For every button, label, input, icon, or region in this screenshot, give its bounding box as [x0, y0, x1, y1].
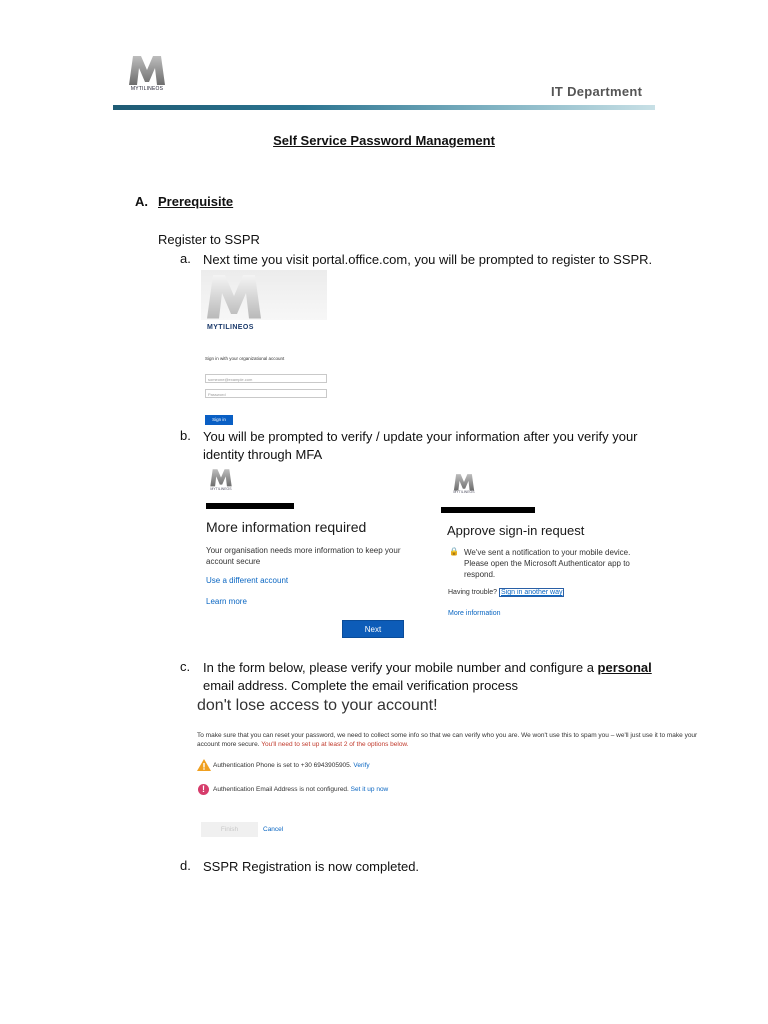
signin-screenshot	[201, 270, 331, 428]
signin-email-input[interactable]: someone@example.com	[205, 374, 327, 383]
more-information-link[interactable]: More information	[448, 610, 501, 617]
step-d-text: SSPR Registration is now completed.	[203, 859, 420, 874]
signin-logo-icon	[203, 272, 265, 320]
signin-brand-name: MYTILINEOS	[207, 324, 254, 331]
approve-heading: Approve sign-in request	[447, 523, 585, 538]
step-c-marker: c.	[180, 659, 191, 674]
next-button[interactable]: Next	[342, 620, 404, 638]
phone-status-text: Authentication Phone is set to +30 6943905905.	[213, 762, 352, 769]
step-a-marker: a.	[180, 251, 191, 266]
trouble-text: Having trouble?	[448, 589, 498, 596]
sspr-requirement: You'll need to set up at least 2 of the options below.	[261, 741, 409, 748]
phone-row	[213, 762, 370, 769]
sspr-heading: don't lose access to your account!	[197, 697, 438, 714]
document-title: Self Service Password Management	[273, 133, 495, 148]
learn-more-link[interactable]: Learn more	[206, 597, 247, 606]
email-status-text: Authentication Email Address is not configured.	[213, 786, 349, 793]
section-intro: Register to SSPR	[158, 232, 260, 247]
section-letter: A.	[135, 194, 148, 209]
step-b-line1: You will be prompted to verify / update your information after you verify your	[203, 429, 638, 444]
signin-button[interactable]: Sign in	[205, 415, 233, 425]
warning-icon	[197, 758, 211, 770]
redaction-bar	[441, 507, 535, 513]
section-title: Prerequisite	[158, 194, 234, 209]
redaction-bar	[206, 503, 294, 509]
signin-brand-tile	[201, 270, 327, 320]
department-label: IT Department	[551, 84, 643, 99]
step-d-marker: d.	[180, 858, 191, 873]
email-row	[213, 786, 388, 793]
mfa-left-logo-caption: MYTILINEOS	[210, 487, 232, 491]
cancel-link[interactable]: Cancel	[263, 826, 284, 833]
logo-mark-icon	[127, 54, 167, 86]
error-icon: !	[198, 784, 209, 795]
step-b-line2: identity through MFA	[203, 447, 323, 462]
step-a-text: Next time you visit portal.office.com, you will be prompted to register to SSPR.	[203, 252, 653, 267]
mfa-right-logo-caption: MYTILINEOS	[453, 490, 475, 494]
step-c-line2: email address. Complete the email verification process	[203, 678, 519, 693]
approve-body: We've sent a notification to your mobile device. Please open the Microsoft Authenticator app to respond.	[464, 548, 631, 579]
step-b-marker: b.	[180, 428, 191, 443]
finish-button[interactable]: Finish	[201, 822, 258, 837]
trouble-row	[448, 589, 564, 596]
header-rule	[113, 105, 655, 110]
step-c-emphasis: personal	[597, 660, 652, 675]
mfa-left-heading: More information required	[206, 519, 367, 535]
mfa-left-logo	[208, 468, 234, 492]
mfa-left-body: Your organisation needs more information to keep your account secure	[206, 546, 401, 566]
set-up-email-link[interactable]: Set it up now	[350, 786, 389, 793]
company-logo	[127, 54, 167, 94]
sspr-body-text: To make sure that you can reset your password, we need to collect some info so that we can verify who you are. We won't use this to spam you – we'll just use it to make your account more secure.	[197, 732, 698, 748]
sspr-body	[197, 731, 717, 749]
mfa-right-logo-icon	[452, 473, 476, 491]
signin-password-input[interactable]: Password	[205, 389, 327, 398]
step-c-line1	[203, 659, 652, 677]
logo-caption: MYTILINEOS	[130, 86, 164, 92]
step-c-line1-text: In the form below, please verify your mobile number and configure a	[203, 660, 598, 675]
lock-icon: 🔒	[449, 547, 459, 556]
verify-phone-link[interactable]: Verify	[353, 762, 370, 769]
sign-in-another-way-link[interactable]: Sign in another way	[500, 589, 563, 596]
mfa-left-logo-icon	[208, 468, 234, 487]
use-different-account-link[interactable]: Use a different account	[206, 576, 289, 585]
signin-subtitle: Sign in with your organizational account	[205, 356, 285, 361]
mfa-right-logo	[452, 473, 476, 495]
